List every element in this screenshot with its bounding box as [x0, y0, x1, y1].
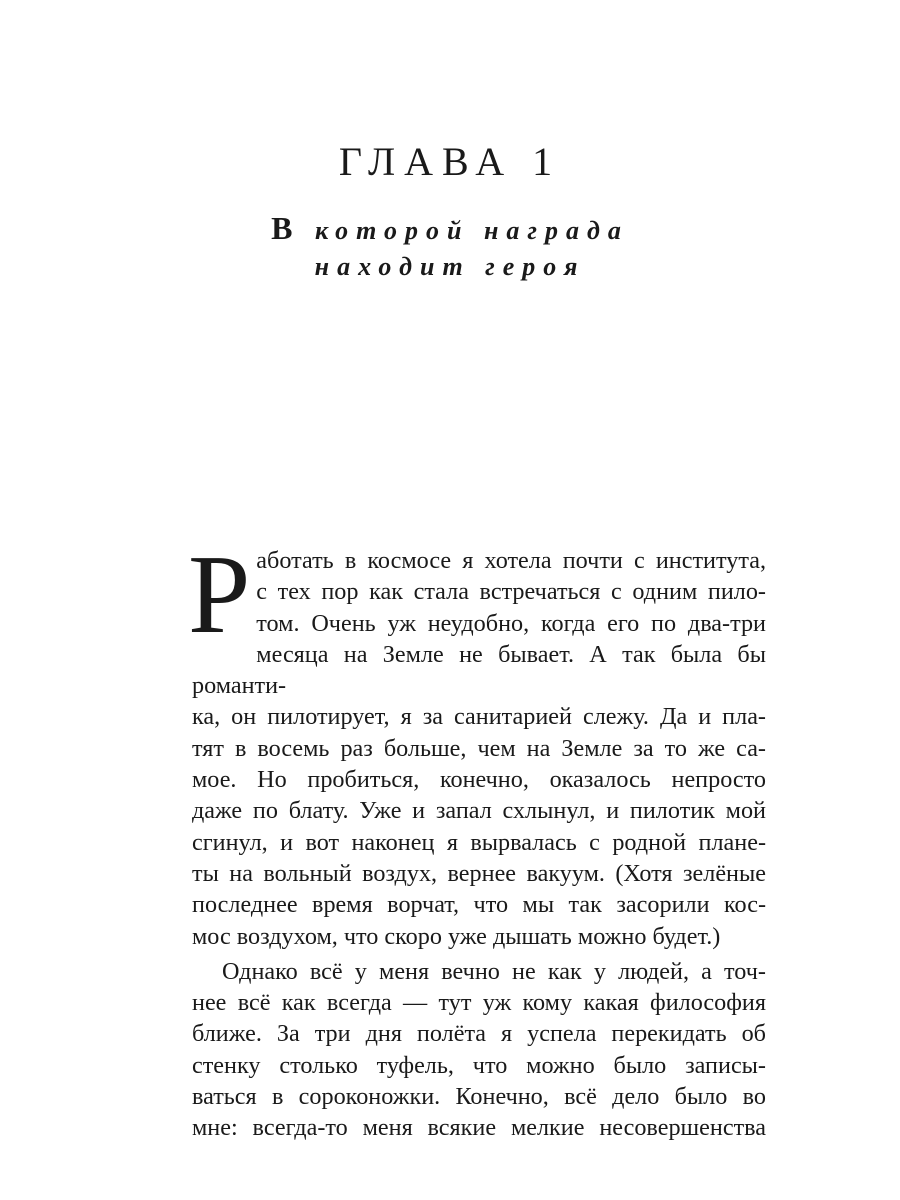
text-line: с тех пор как стала встречаться с одним пило-	[256, 578, 766, 606]
text-line: последнее время ворчат, что мы так засорили кос-	[192, 891, 766, 919]
chapter-number: ГЛАВА 1	[338, 139, 562, 184]
text-line: ка, он пилотирует, я за санитарией слежу. Да и пла-	[192, 703, 766, 731]
text-line: мос воздухом, что скоро уже дышать можно будет.)	[192, 922, 721, 950]
text-line: месяца на Земле не бывает. А так была бы романти-	[192, 640, 766, 700]
drop-cap: Р	[188, 533, 251, 657]
text-line: том. Очень уж неудобно, когда его по два-три	[256, 609, 766, 637]
text-line: сгинул, и вот наконец я вырвалась с родной плане-	[192, 828, 766, 856]
chapter-subtitle-line-1-rest: которой награда	[300, 216, 629, 245]
text-line: мне: всегда-то меня всякие мелкие несовершенства	[192, 1114, 766, 1142]
paragraph-1	[188, 533, 766, 952]
text-line: мое. Но пробиться, конечно, оказалось непросто	[192, 766, 766, 794]
text-line: ты на вольный воздух, вернее вакуум. (Хотя зелёные	[192, 859, 766, 887]
text-line: аботать в космосе я хотела почти с института,	[256, 547, 766, 574]
text-line: тят в восемь раз больше, чем на Земле за то же са-	[192, 734, 766, 762]
chapter-subtitle-line-1	[0, 210, 900, 249]
text-line: ближе. За три дня полёта я успела перекидать об	[192, 1020, 766, 1048]
text-line: стенку столько туфель, что можно было записы-	[192, 1051, 766, 1079]
text-line: нее всё как всегда — тут уж кому какая философия	[192, 989, 766, 1017]
chapter-subtitle-line-2: находит героя	[314, 252, 586, 281]
body-text	[188, 533, 766, 1144]
chapter-subtitle	[0, 210, 900, 285]
text-line: Однако всё у меня вечно не как у людей, а точ-	[222, 957, 766, 985]
text-line: ваться в сороконожки. Конечно, всё дело было во	[192, 1083, 766, 1111]
text-line: даже по блату. Уже и запал схлынул, и пилотик мой	[192, 797, 766, 825]
paragraph-2	[192, 956, 766, 1144]
chapter-subtitle-initial: В	[271, 210, 301, 246]
